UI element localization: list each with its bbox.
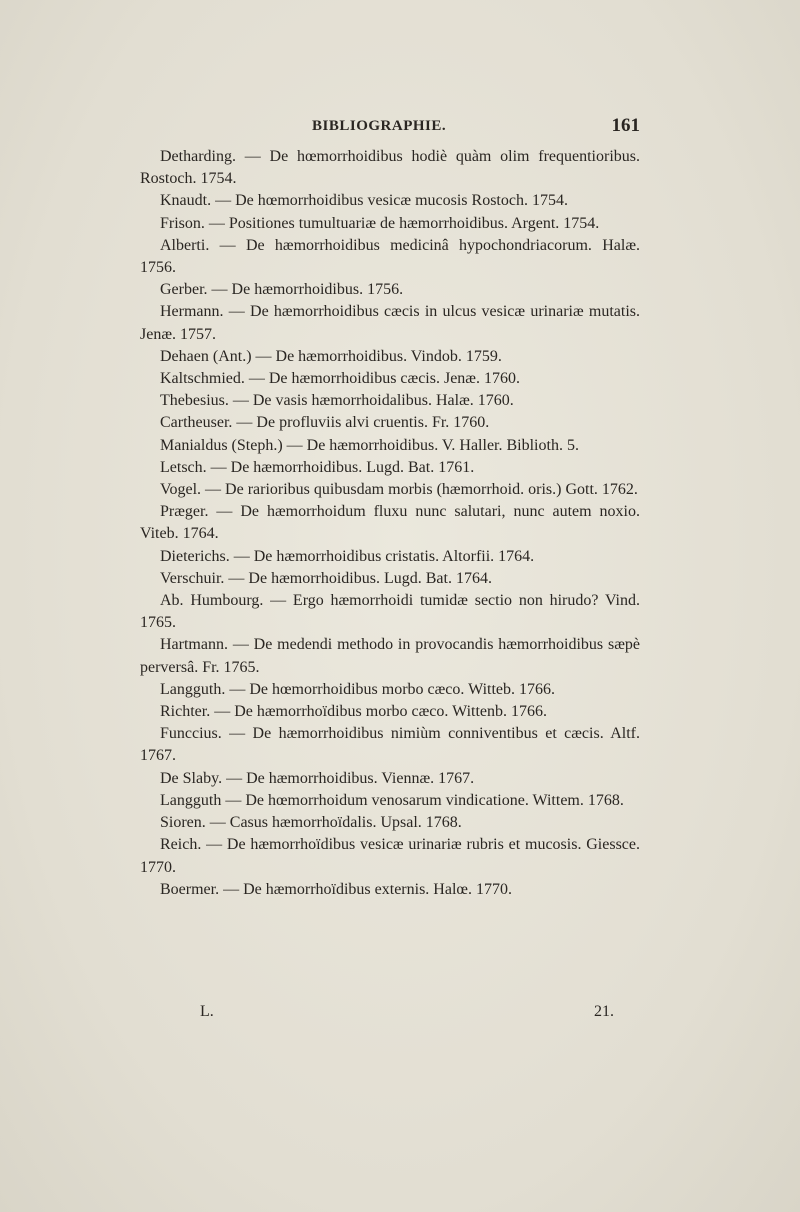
bibliography-entry: De Slaby. — De hæmorrhoidibus. Viennæ. 1767. [160, 769, 475, 787]
bibliography-entry: Dieterichs. — De hæmorrhoidibus cristatis. Altorfii. 1764. [160, 547, 535, 565]
bibliography-entry: Vogel. — De rarioribus quibusdam morbis (hæmorrhoid. oris.) Gott. 1762. [160, 481, 638, 499]
page-footer [140, 1003, 640, 1025]
bibliography-entry: Detharding. — De hœmorrhoidibus hodiè quàm olim frequentioribus. Rostoch. 1754. [140, 148, 640, 188]
bibliography-list [140, 146, 640, 901]
bibliography-entry: Sioren. — Casus hæmorrhoïdalis. Upsal. 1768. [160, 814, 462, 832]
bibliography-entry: Knaudt. — De hœmorrhoidibus vesicæ mucosis Rostoch. 1754. [160, 192, 568, 210]
bibliography-entry: Alberti. — De hæmorrhoidibus medicinâ hypochondriacorum. Halæ. 1756. [140, 236, 640, 277]
running-head: BIBLIOGRAPHIE. [312, 118, 447, 134]
bibliography-entry: Ab. Humbourg. — Ergo hæmorrhoidi tumidæ sectio non hirudo? Vind. 1765. [140, 592, 640, 632]
bibliography-entry: Thebesius. — De vasis hæmorrhoidalibus. Halæ. 1760. [160, 392, 514, 410]
signature-number: 21. [594, 1003, 614, 1020]
bibliography-entry: Langguth. — De hœmorrhoidibus morbo cæco. Witteb. 1766. [160, 680, 556, 698]
bibliography-entry: Kaltschmied. — De hæmorrhoidibus cæcis. Jenæ. 1760. [160, 370, 520, 388]
bibliography-entry: Reich. — De hæmorrhoïdibus vesicæ urinariæ rubris et mucosis. Giessce. 1770. [140, 836, 640, 876]
bibliography-entry: Hermann. — De hæmorrhoidibus cæcis in ulcus vesicæ urinariæ mutatis. Jenæ. 1757. [140, 303, 640, 343]
bibliography-entry: Letsch. — De hæmorrhoidibus. Lugd. Bat. 1761. [160, 458, 475, 476]
bibliography-entry: Hartmann. — De medendi methodo in provocandis hæmorrhoidibus sæpè perversâ. Fr. 1765. [140, 636, 640, 676]
bibliography-entry: Langguth — De hœmorrhoidum venosarum vindicatione. Wittem. 1768. [160, 791, 624, 809]
page-number: 161 [611, 115, 640, 136]
bibliography-entry: Frison. — Positiones tumultuariæ de hæmorrhoidibus. Argent. 1754. [160, 214, 600, 232]
bibliography-entry: Cartheuser. — De profluviis alvi cruentis. Fr. 1760. [160, 414, 490, 432]
bibliography-entry: Richter. — De hæmorrhoïdibus morbo cæco. Wittenb. 1766. [160, 703, 548, 721]
signature-mark: L. [200, 1003, 214, 1020]
bibliography-entry: Verschuir. — De hæmorrhoidibus. Lugd. Bat. 1764. [160, 569, 492, 587]
bibliography-entry: Præger. — De hæmorrhoidum fluxu nunc salutari, nunc autem noxio. Viteb. 1764. [140, 503, 640, 543]
page-header [140, 115, 640, 140]
bibliography-entry: Funccius. — De hæmorrhoidibus nimiùm conniventibus et cæcis. Altf. 1767. [140, 725, 640, 765]
bibliography-entry: Dehaen (Ant.) — De hæmorrhoidibus. Vindob. 1759. [160, 347, 502, 365]
bibliography-entry: Manialdus (Steph.) — De hæmorrhoidibus. V. Haller. Biblioth. 5. [160, 436, 579, 454]
bibliography-entry: Boermer. — De hæmorrhoïdibus externis. Halœ. 1770. [160, 880, 512, 898]
bibliography-entry: Gerber. — De hæmorrhoidibus. 1756. [160, 281, 404, 299]
